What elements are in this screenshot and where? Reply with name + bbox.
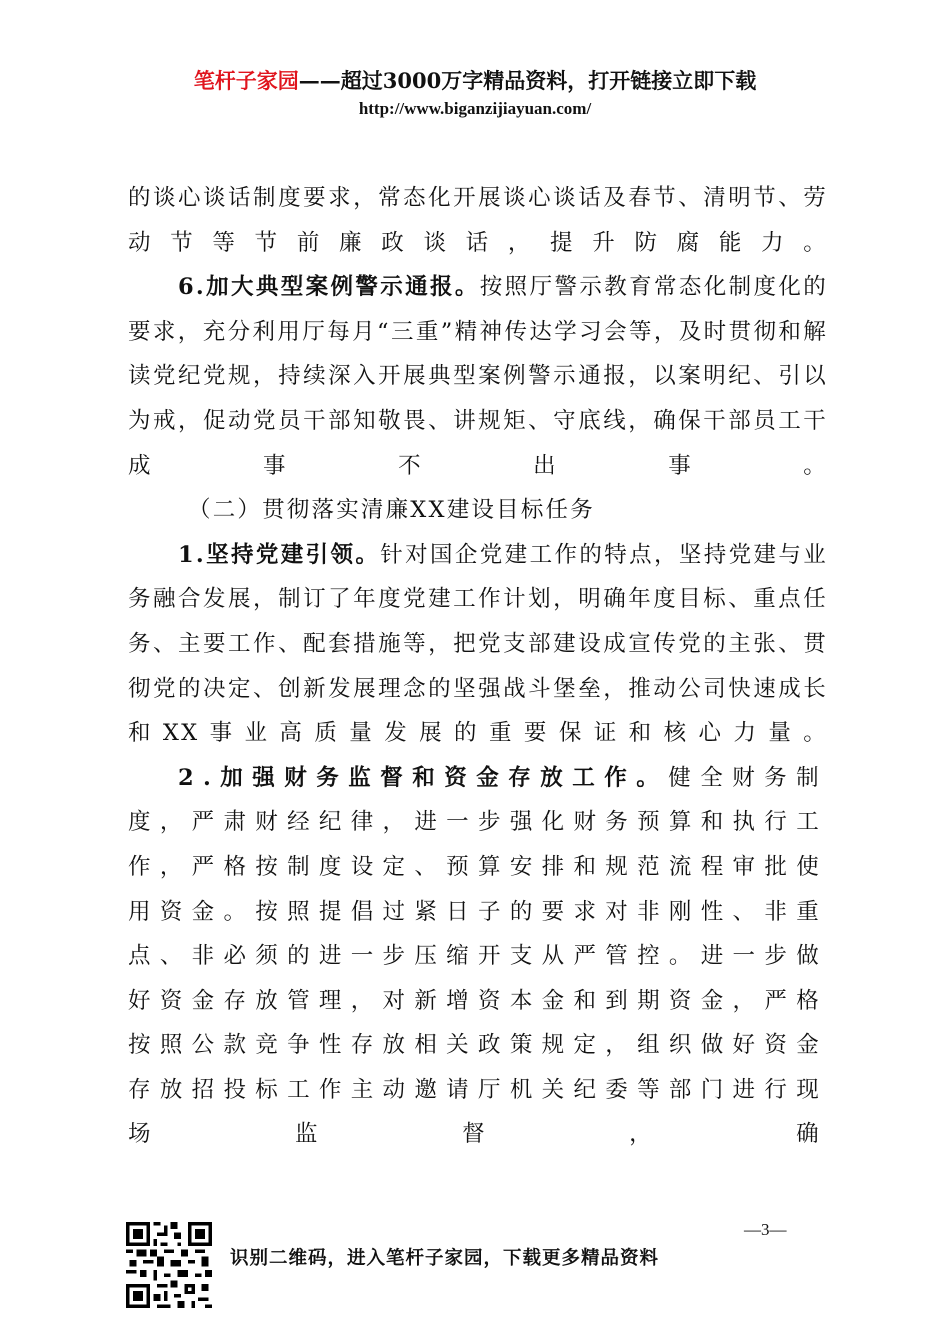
paragraph-3-heading: 1.坚持党建引领。 (178, 541, 381, 568)
page-header (0, 66, 950, 122)
header-tagline: ——超过3000万字精品资料，打开链接立即下载 (298, 68, 757, 93)
header-line (0, 66, 950, 96)
paragraph-4-heading: 2.加强财务监督和资金存放工作。 (178, 764, 669, 791)
qr-caption: 识别二维码，进入笔杆子家园，下载更多精品资料 (230, 1248, 660, 1269)
paragraph-4-text: 健全财务制度，严肃财经纪律，进一步强化财务预算和执行工作，严格按制度设定、预算安排和规范流程审批使用资金。按照提倡过紧日子的要求对非刚性、非重点、非必须的进一步压缩开支从严管控。进一步做好资金存放管理，对新增资本金和到期资金，严格按照公款竞争性存放相关政策规定，组织做好资金存放招投标工作主动邀请厅机关纪委等部门进行现场监督，确 (128, 764, 828, 1148)
paragraph-2-heading: 6.加大典型案例警示通报。 (178, 274, 480, 301)
paragraph-3 (128, 533, 828, 756)
paragraph-1: 的谈心谈话制度要求，常态化开展谈心谈话及春节、清明节、劳动节等节前廉政谈话，提升防腐能力。 (128, 185, 828, 256)
paragraph-2 (128, 265, 828, 488)
paragraph-3-text: 针对国企党建工作的特点，坚持党建与业务融合发展，制订了年度党建工作计划，明确年度目标、重点任务、主要工作、配套措施等，把党支部建设成宣传党的主张、贯彻党的决定、创新发展理念的坚强战斗堡垒，推动公司快速成长和XX事业高质量发展的重要保证和核心力量。 (128, 541, 828, 747)
section-heading-2: （二）贯彻落实清廉XX建设目标任务 (188, 497, 595, 524)
brand-name[interactable]: 笔杆子家园 (193, 68, 299, 93)
page-number: —3— (744, 1220, 787, 1239)
document-body (128, 176, 828, 1157)
header-url[interactable]: http://www.biganzijiayuan.com/ (358, 99, 592, 118)
paragraph-2-text: 按照厅警示教育常态化制度化的要求，充分利用厅每月“三重”精神传达学习会等，及时贯彻和解读党纪党规，持续深入开展典型案例警示通报，以案明纪、引以为戒，促动党员干部知敬畏、讲规矩、守底线，确保干部员工干成事不出事。 (128, 274, 828, 479)
qr-code-icon[interactable] (126, 1222, 212, 1308)
paragraph-4 (128, 756, 828, 1157)
